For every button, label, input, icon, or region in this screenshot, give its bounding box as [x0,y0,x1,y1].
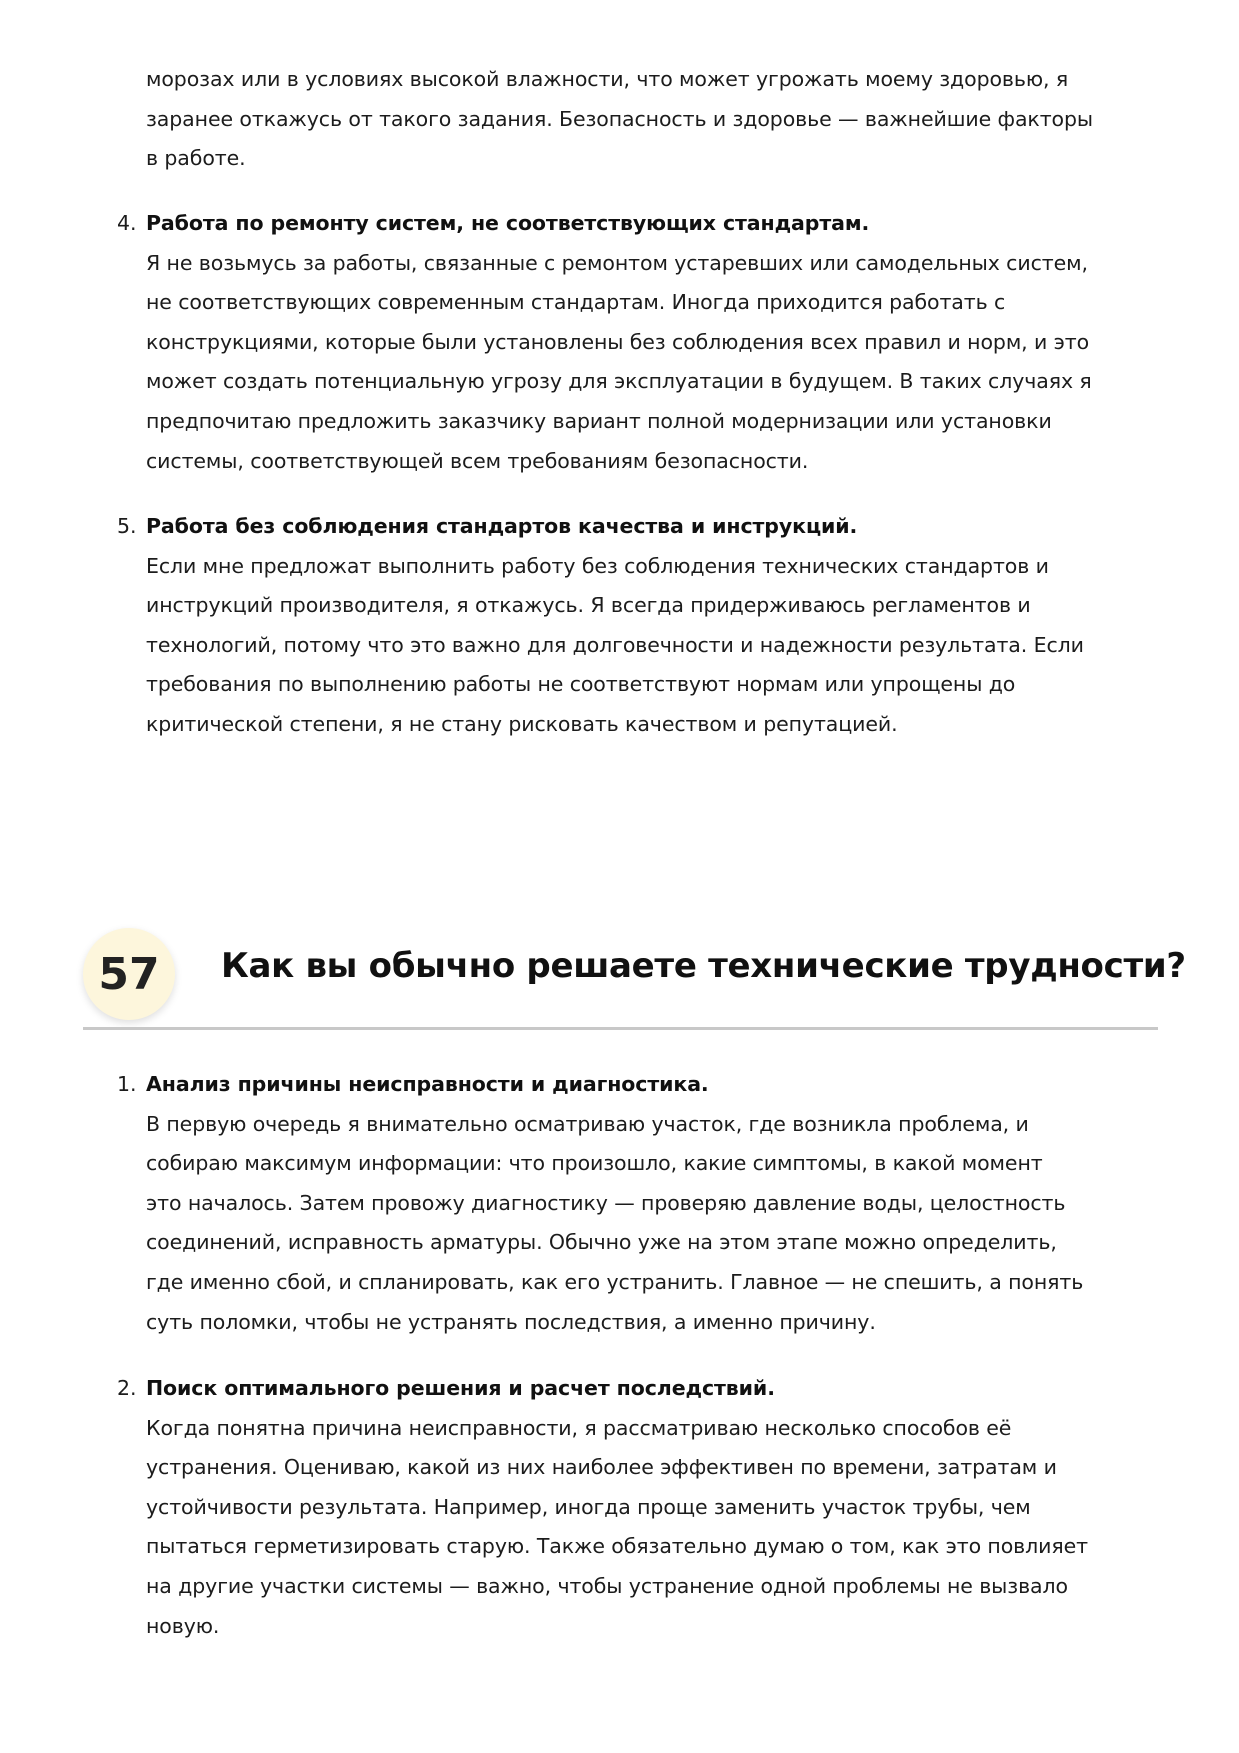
text-line: в работе. [146,146,246,171]
section-number-badge: 57 [83,928,175,1020]
text-line: Когда понятна причина неисправности, я рассматриваю несколько способов её [146,1415,1012,1440]
text-line: конструкциями, которые были установлены без соблюдения всех правил и норм, и это [146,329,1090,354]
text-line: системы, соответствующей всем требованиям безопасности. [146,448,809,473]
text-line: может создать потенциальную угрозу для эксплуатации в будущем. В таких случаях я [146,369,1092,394]
text-line: морозах или в условиях высокой влажности, что может угрожать моему здоровью, я [146,67,1069,91]
list-item-number: 4. [117,211,137,235]
intro-paragraph [146,60,1156,179]
list-item-title: Анализ причины неисправности и диагностика. [146,1072,709,1096]
list-item-title: Работа без соблюдения стандартов качества и инструкций. [146,514,858,538]
text-line: устранения. Оцениваю, какой из них наиболее эффективен по времени, затратам и [146,1455,1057,1480]
list-item-number: 5. [117,514,137,538]
text-line: новую. [146,1613,220,1638]
text-line: предпочитаю предложить заказчику вариант полной модернизации или установки [146,408,1052,433]
list-item-number: 2. [117,1376,137,1400]
list-item-title: Поиск оптимального решения и расчет последствий. [146,1376,775,1400]
text-line: соединений, исправность арматуры. Обычно уже на этом этапе можно определить, [146,1230,1057,1255]
section-title: Как вы обычно решаете технические трудности? [221,946,1186,986]
list-item-2 [117,1369,1156,1646]
list-item-4 [117,204,1156,481]
text-line: Если мне предложат выполнить работу без соблюдения технических стандартов и [146,553,1049,578]
list-item-body [146,1105,1156,1343]
text-line: заранее откажусь от такого задания. Безопасность и здоровье — важнейшие факторы [146,106,1093,131]
section-header [83,928,1186,1026]
text-line: устойчивости результата. Например, иногда проще заменить участок трубы, чем [146,1494,1031,1519]
list-item-body [146,244,1156,482]
list-item-5 [117,507,1156,745]
text-line: суть поломки, чтобы не устранять последствия, а именно причину. [146,1309,876,1334]
text-line: это началось. Затем провожу диагностику — проверяю давление воды, целостность [146,1190,1066,1215]
text-line: требования по выполнению работы не соответствуют нормам или упрощены до [146,672,1016,697]
list-item-body [146,547,1156,745]
list-item-number: 1. [117,1072,137,1096]
text-line: критической степени, я не стану рисковать качеством и репутацией. [146,711,898,736]
text-line: не соответствующих современным стандартам. Иногда приходится работать с [146,290,1006,315]
list-item-title: Работа по ремонту систем, не соответствующих стандартам. [146,211,870,235]
section-divider [83,1027,1158,1030]
list-item-body [146,1409,1156,1647]
text-line: В первую очередь я внимательно осматриваю участок, где возникла проблема, и [146,1111,1029,1136]
list-item-1 [117,1065,1156,1342]
text-line: технологий, потому что это важно для долговечности и надежности результата. Если [146,632,1084,657]
text-line: собираю максимум информации: что произошло, какие симптомы, в какой момент [146,1151,1043,1176]
text-line: Я не возьмусь за работы, связанные с ремонтом устаревших или самодельных систем, [146,250,1088,275]
text-line: на другие участки системы — важно, чтобы устранение одной проблемы не вызвало [146,1573,1068,1598]
text-line: где именно сбой, и спланировать, как его устранить. Главное — не спешить, а понять [146,1269,1084,1294]
text-line: инструкций производителя, я откажусь. Я всегда придерживаюсь регламентов и [146,593,1031,618]
text-line: пытаться герметизировать старую. Также обязательно думаю о том, как это повлияет [146,1534,1088,1559]
